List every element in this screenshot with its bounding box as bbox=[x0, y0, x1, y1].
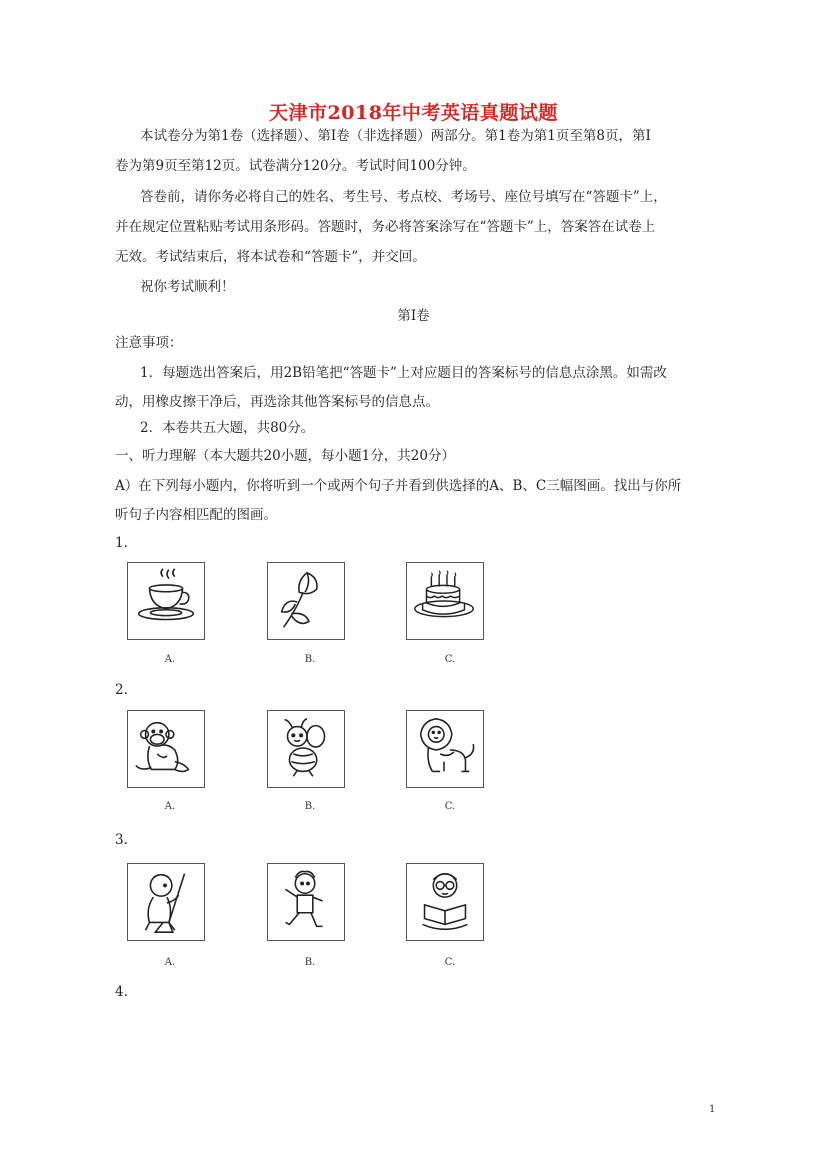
good-luck-line: 祝你考试顺利！ bbox=[140, 279, 235, 295]
note-2: 2．本卷共五大题，共80分。 bbox=[140, 420, 315, 436]
option-label-b: B. bbox=[304, 957, 316, 968]
option-label-a: A. bbox=[164, 654, 176, 665]
option-label-c: C. bbox=[444, 957, 456, 968]
notes-heading: 注意事项： bbox=[115, 335, 183, 351]
monkey-icon bbox=[128, 711, 204, 787]
option-label-b: B. bbox=[304, 801, 316, 812]
part1-instruction-line-1: A）在下列每小题内，你将听到一个或两个句子并看到供选择的A、B、C三幅图画。找出与你所 bbox=[115, 478, 682, 494]
option-label-a: A. bbox=[164, 957, 176, 968]
bee-icon bbox=[268, 711, 344, 787]
birthday-cake-icon bbox=[407, 563, 483, 639]
intro-paragraph-2-line-3: 无效。考试结束后，将本试卷和“答题卡”，并交回。 bbox=[115, 249, 426, 265]
option-label-b: B. bbox=[304, 654, 316, 665]
boy-reading-icon bbox=[407, 864, 483, 940]
intro-paragraph-1-line-2: 卷为第9页至第12页。试卷满分120分。考试时间100分钟。 bbox=[115, 158, 476, 174]
exam-title: 天津市2018年中考英语真题试题 bbox=[269, 102, 558, 124]
note-1-line-2: 动，用橡皮擦干净后，再选涂其他答案标号的信息点。 bbox=[115, 394, 439, 410]
section-title: 第I卷 bbox=[397, 308, 430, 324]
intro-paragraph-2-line-2: 并在规定位置粘贴考试用条形码。答题时，务必将答案涂写在“答题卡”上，答案答在试卷上 bbox=[115, 219, 656, 235]
option-label-a: A. bbox=[164, 801, 176, 812]
note-1-line-1: 1．每题选出答案后，用2B铅笔把“答题卡”上对应题目的答案标号的信息点涂黑。如需改 bbox=[140, 365, 667, 381]
question-2-option-b-image[interactable] bbox=[267, 710, 345, 788]
tulip-flower-icon bbox=[268, 563, 344, 639]
coffee-cup-icon bbox=[128, 563, 204, 639]
question-3-option-b-image[interactable] bbox=[267, 863, 345, 941]
question-1-option-a-image[interactable] bbox=[127, 562, 205, 640]
boy-sweeping-icon bbox=[128, 864, 204, 940]
question-3-option-c-image[interactable] bbox=[406, 863, 484, 941]
question-2-option-a-image[interactable] bbox=[127, 710, 205, 788]
question-1-option-c-image[interactable] bbox=[406, 562, 484, 640]
option-label-c: C. bbox=[444, 801, 456, 812]
question-number: 1. bbox=[115, 535, 128, 551]
intro-paragraph-1-line-1: 本试卷分为第1卷（选择题）、第I卷（非选择题）两部分。第1卷为第1页至第8页，第I bbox=[140, 128, 651, 144]
part1-instruction-line-2: 听句子内容相匹配的图画。 bbox=[115, 507, 277, 523]
intro-paragraph-2-line-1: 答卷前，请你务必将自己的姓名、考生号、考点校、考场号、座位号填写在“答题卡”上， bbox=[140, 189, 667, 205]
question-1-option-b-image[interactable] bbox=[267, 562, 345, 640]
question-number: 3. bbox=[115, 832, 128, 848]
page-number: 1 bbox=[709, 1104, 716, 1115]
question-number: 4. bbox=[115, 984, 128, 1000]
lion-icon bbox=[407, 711, 483, 787]
part1-heading: 一、听力理解（本大题共20小题，每小题1分，共20分） bbox=[115, 448, 455, 464]
question-number: 2. bbox=[115, 682, 128, 698]
question-2-option-c-image[interactable] bbox=[406, 710, 484, 788]
option-label-c: C. bbox=[444, 654, 456, 665]
boy-dancing-icon bbox=[268, 864, 344, 940]
question-3-option-a-image[interactable] bbox=[127, 863, 205, 941]
